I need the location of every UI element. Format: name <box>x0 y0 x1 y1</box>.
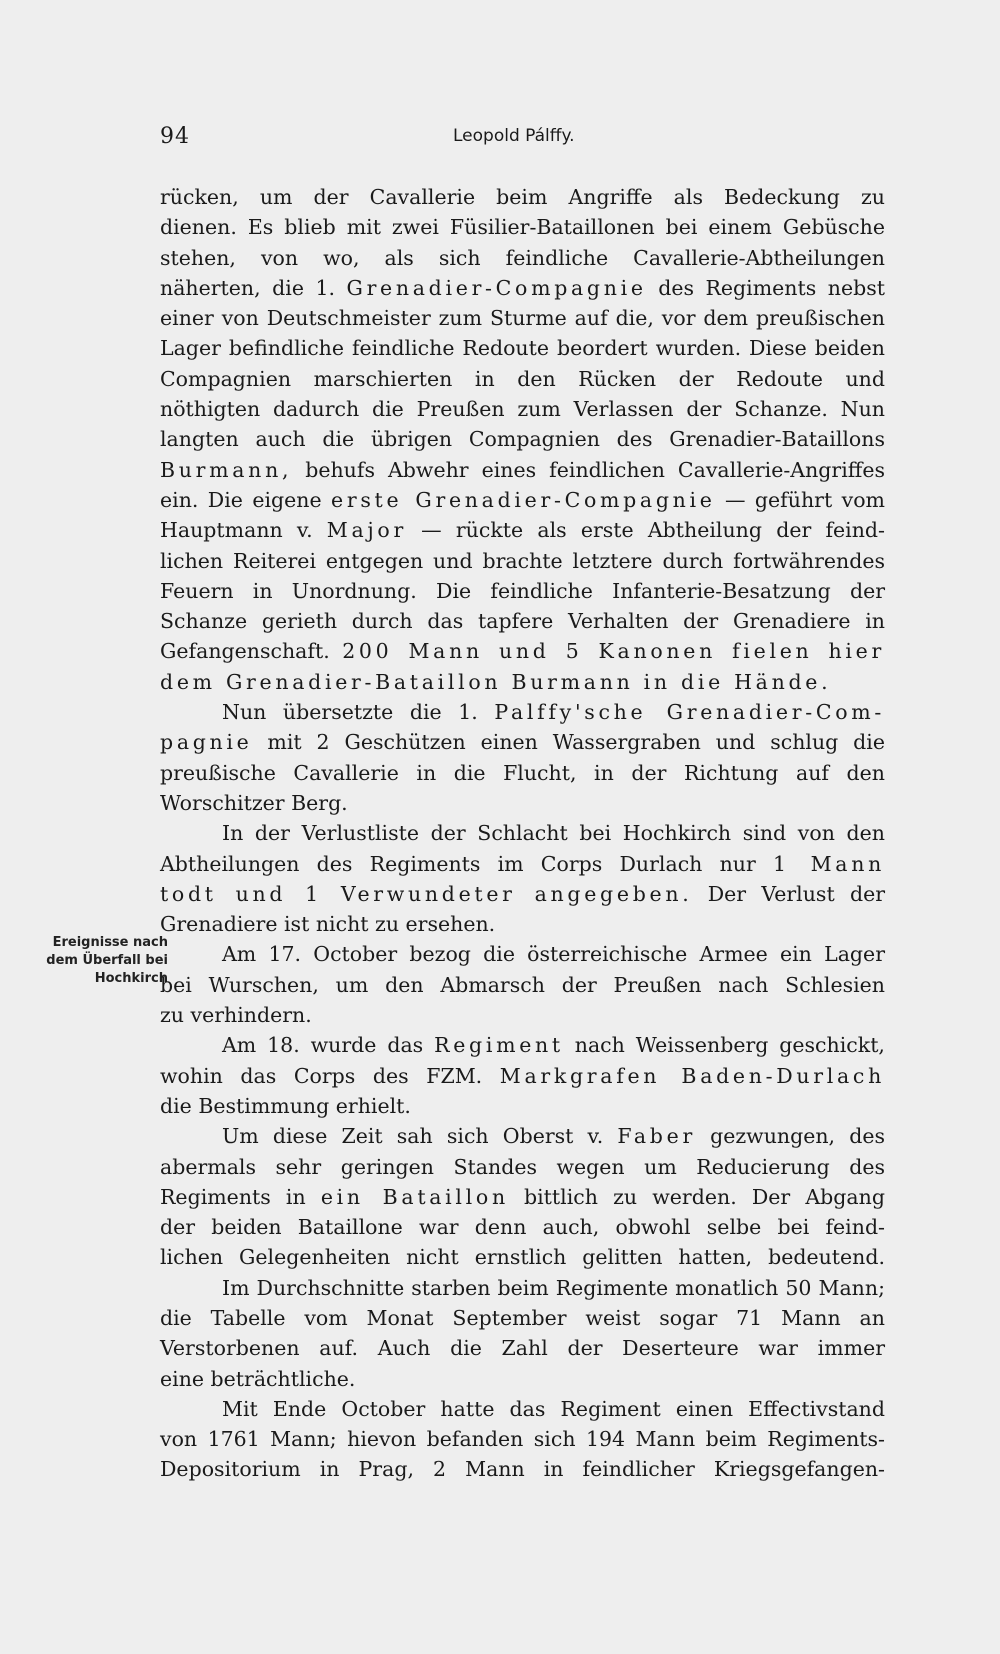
text-line: Schanze gerieth durch das tapfere Verhalten der Grenadiere in <box>160 609 885 634</box>
spaced-text: todt und 1 Verwundeter angegeben. <box>160 881 693 906</box>
spaced-text: ein Bataillon <box>320 1184 509 1209</box>
text-line <box>160 485 885 515</box>
marginal-note-line: Hochkirch <box>94 971 168 986</box>
text-line: einer von Deutschmeister zum Sturme auf die, vor dem preußischen <box>160 306 885 331</box>
text-line <box>160 879 885 909</box>
text-segment: nach Weissenberg geschickt, <box>574 1033 885 1058</box>
spaced-text: pagnie <box>160 730 253 755</box>
text-line <box>160 849 885 879</box>
text-line: abermals sehr geringen Standes wegen um Reducierung des <box>160 1154 885 1179</box>
text-line <box>160 1030 885 1060</box>
text-segment: Regiments in <box>160 1184 306 1209</box>
text-line: Feuern in Unordnung. Die feindliche Infanterie-Besatzung der <box>160 578 885 603</box>
text-line <box>160 515 885 545</box>
text-line: nöthigten dadurch die Preußen zum Verlassen der Schanze. Nun <box>160 397 885 422</box>
spaced-text: Regiment <box>434 1033 564 1058</box>
text-line: In der Verlustliste der Schlacht bei Hochkirch sind von den <box>222 821 885 846</box>
text-line: rücken, um der Cavallerie beim Angriffe als Bedeckung zu <box>160 185 885 209</box>
text-segment: behufs Abwehr eines feindlichen Cavallerie-Angriffes <box>305 457 885 482</box>
text-segment: Um diese Zeit sah sich Oberst v. <box>222 1124 604 1149</box>
spaced-text: Faber <box>617 1124 696 1149</box>
text-line: Mit Ende October hatte das Regiment einen Effectivstand <box>222 1396 885 1421</box>
text-line: die Bestimmung erhielt. <box>160 1093 411 1118</box>
text-line: Depositorium in Prag, 2 Mann in feindlicher Kriegsgefangen- <box>160 1457 885 1482</box>
spaced-text: Burmann, <box>160 457 293 482</box>
marginal-note-line: dem Überfall bei <box>46 953 168 968</box>
text-line <box>160 273 885 303</box>
body-text <box>160 182 885 1485</box>
text-line: die Tabelle vom Monat September weist sogar 71 Mann an <box>160 1305 885 1330</box>
text-line: von 1761 Mann; hievon befanden sich 194 Mann beim Regiments- <box>160 1427 885 1452</box>
text-segment: Nun übersetzte die 1. <box>222 700 478 725</box>
spaced-text: erste Grenadier-Compagnie <box>331 487 716 512</box>
text-segment: Abtheilungen des Regiments im Corps Durlach nur <box>160 851 756 876</box>
text-line: der beiden Bataillone war denn auch, obwohl selbe bei feind- <box>160 1215 885 1240</box>
spaced-text: Markgrafen Baden-Durlach <box>499 1063 885 1088</box>
text-segment: näherten, die 1. <box>160 275 335 300</box>
text-line <box>160 1061 885 1091</box>
spaced-text: Palffy'sche Grenadier-Com- <box>494 700 885 725</box>
text-segment: Am 18. wurde das <box>222 1033 424 1058</box>
text-segment: gezwungen, des <box>710 1124 885 1149</box>
text-line <box>160 1121 885 1151</box>
text-line: Worschitzer Berg. <box>160 790 348 815</box>
text-line <box>160 636 885 666</box>
text-line: Compagnien marschierten in den Rücken der Redoute und <box>160 366 885 391</box>
text-segment: bittlich zu werden. Der Abgang <box>524 1184 885 1209</box>
text-line: Grenadiere ist nicht zu ersehen. <box>160 912 496 937</box>
text-segment: mit 2 Geschützen einen Wassergraben und schlug die <box>267 730 885 755</box>
spaced-text: 1 Mann <box>772 851 885 876</box>
text-line: Im Durchschnitte starben beim Regimente monatlich 50 Mann; <box>222 1275 885 1300</box>
text-line: Am 17. October bezog die österreichische Armee ein Lager <box>222 942 885 967</box>
marginal-note-line: Ereignisse nach <box>52 935 168 950</box>
text-line <box>160 1182 885 1212</box>
running-head <box>160 124 885 154</box>
text-segment: ein. Die eigene <box>160 487 322 512</box>
text-line: stehen, von wo, als sich feindliche Cavallerie-Abtheilungen <box>160 245 885 270</box>
spaced-text: 200 Mann und 5 Kanonen fielen hier <box>342 639 885 664</box>
text-line <box>160 455 885 485</box>
text-line: eine beträchtliche. <box>160 1366 356 1391</box>
text-segment: Hauptmann v. <box>160 518 313 543</box>
text-line: dienen. Es blieb mit zwei Füsilier-Bataillonen bei einem Gebüsche <box>160 215 885 240</box>
text-line <box>160 667 885 697</box>
text-segment: Gefangenschaft. <box>160 639 330 664</box>
text-line <box>160 697 885 727</box>
spaced-text: dem Grenadier-Bataillon Burmann in die Hände. <box>160 669 832 694</box>
text-segment: — geführt vom <box>725 487 885 512</box>
page-number: 94 <box>160 124 190 149</box>
running-title: Leopold Pálffy. <box>453 126 575 146</box>
text-line: lichen Reiterei entgegen und brachte letztere durch fortwährendes <box>160 548 885 573</box>
text-line: bei Wurschen, um den Abmarsch der Preußen nach Schlesien <box>160 972 885 997</box>
text-line: langten auch die übrigen Compagnien des Grenadier-Bataillons <box>160 427 885 452</box>
text-segment: Der Verlust der <box>707 881 885 906</box>
text-segment: wohin das Corps des FZM. <box>160 1063 483 1088</box>
spaced-text: Grenadier-Compagnie <box>346 275 647 300</box>
marginal-note <box>36 934 168 988</box>
text-segment: des Regiments nebst <box>658 275 885 300</box>
spaced-text: Major <box>326 518 407 543</box>
text-line: zu verhindern. <box>160 1003 312 1028</box>
text-line: lichen Gelegenheiten nicht ernstlich gelitten hatten, bedeutend. <box>160 1245 885 1270</box>
text-segment: — rückte als erste Abtheilung der feind- <box>421 518 885 543</box>
text-line: Lager befindliche feindliche Redoute beordert wurden. Diese beiden <box>160 336 885 361</box>
text-line: preußische Cavallerie in die Flucht, in der Richtung auf den <box>160 760 885 785</box>
text-line <box>160 727 885 757</box>
text-line: Verstorbenen auf. Auch die Zahl der Deserteure war immer <box>160 1336 885 1361</box>
